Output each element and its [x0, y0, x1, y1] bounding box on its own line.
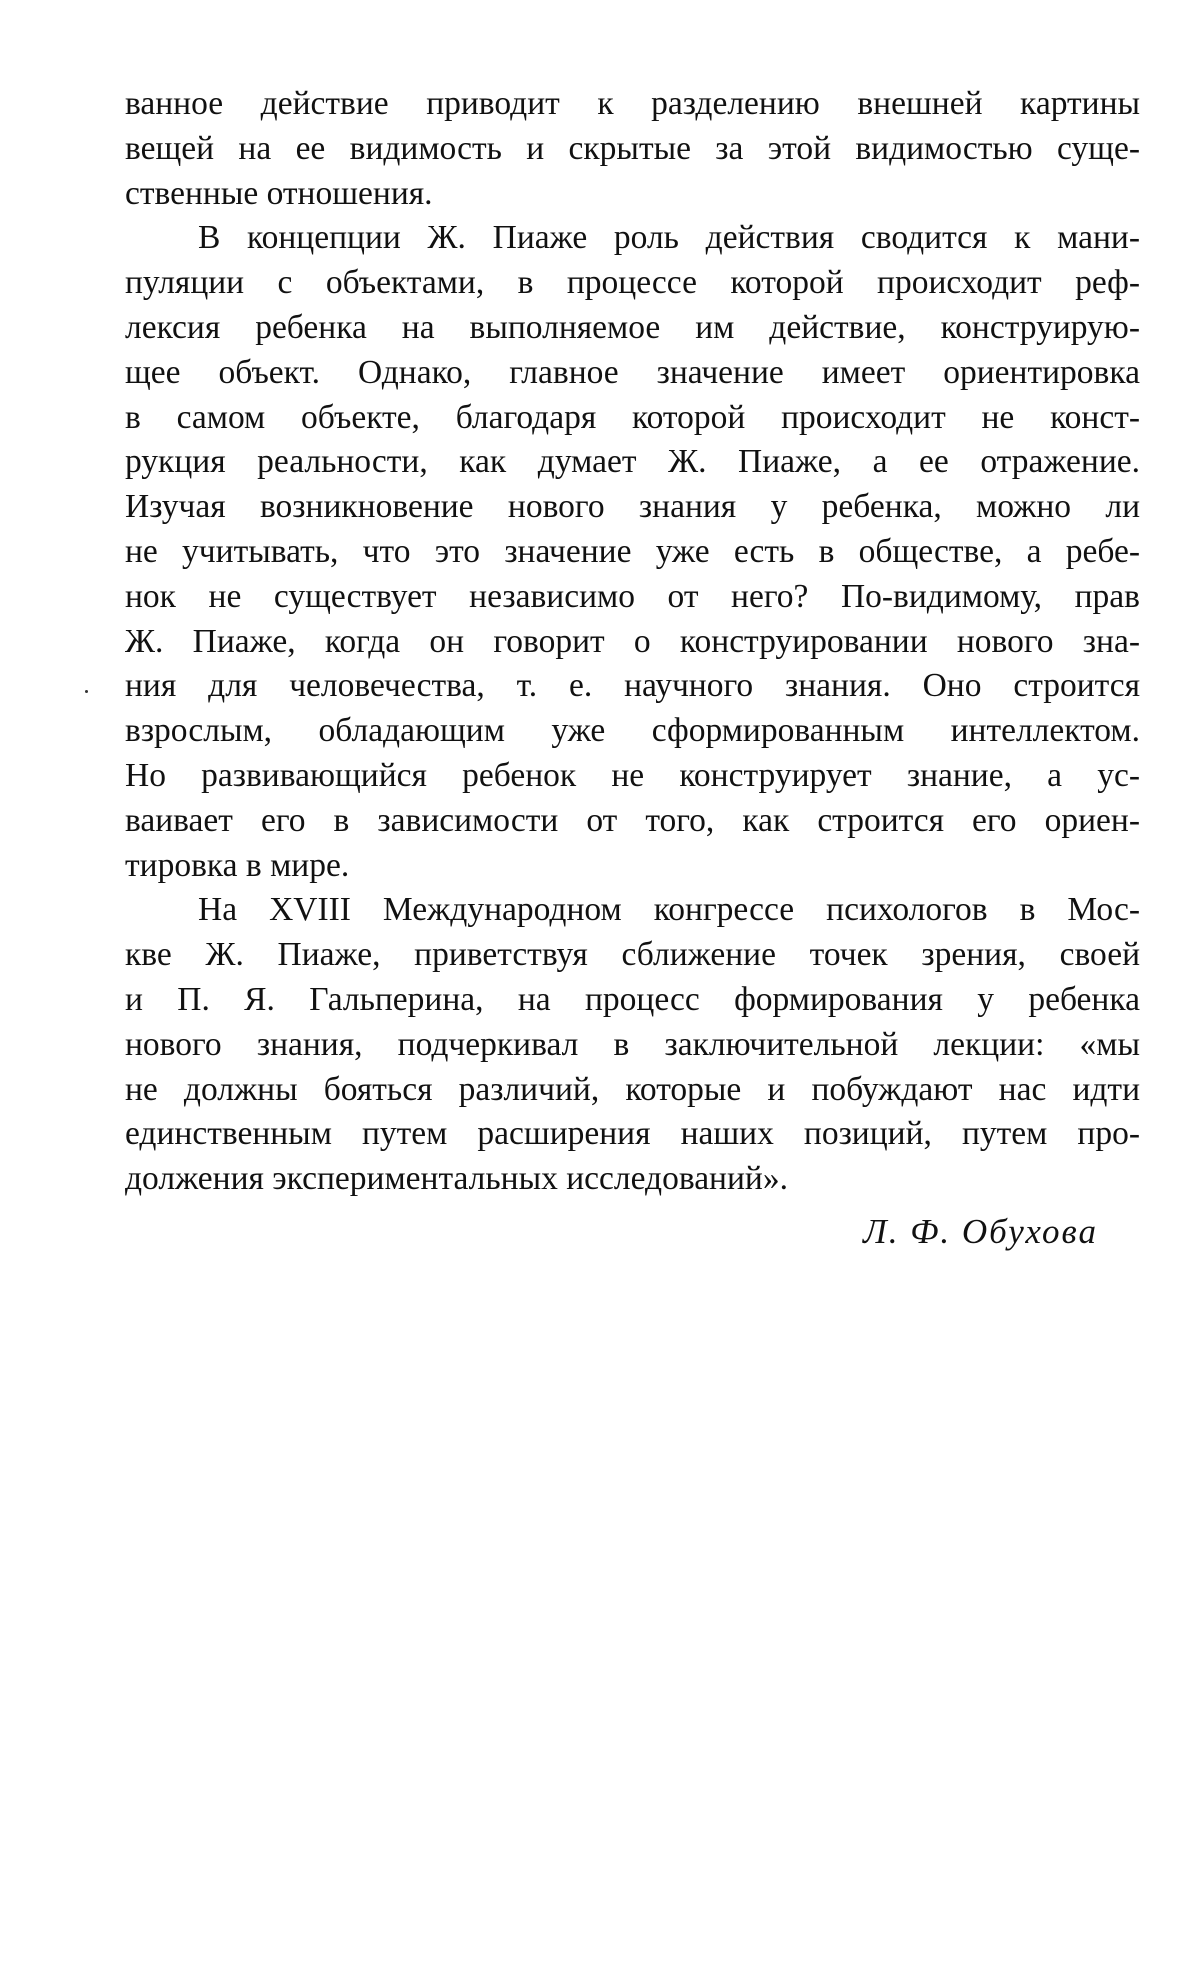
text-line: ваивает его в зависимости от того, как строится его ориен-	[125, 801, 1140, 839]
text-body	[125, 82, 1140, 1202]
text-line: рукция реальности, как думает Ж. Пиаже, а ее отражение.	[125, 443, 1140, 481]
text-line: В концепции Ж. Пиаже роль действия сводится к мани-	[198, 219, 1140, 257]
text-line: в самом объекте, благодаря которой происходит не конст-	[125, 398, 1140, 436]
text-line: Ж. Пиаже, когда он говорит о конструировании нового зна-	[125, 622, 1140, 660]
author-signature: Л. Ф. Обухова	[863, 1211, 1098, 1251]
text-line: вещей на ее видимость и скрытые за этой видимостью суще-	[125, 129, 1140, 167]
text-line: взрослым, обладающим уже сформированным интеллектом.	[125, 712, 1140, 750]
text-line: должения экспериментальных исследований».	[125, 1160, 788, 1198]
text-line: ния для человечества, т. е. научного знания. Оно строится	[125, 667, 1140, 705]
text-line: тировка в мире.	[125, 846, 350, 884]
text-line: ванное действие приводит к разделению внешней картины	[125, 85, 1140, 122]
text-line: нок не существует независимо от него? По-видимому, прав	[125, 577, 1140, 615]
paragraph-p3	[125, 888, 1140, 1202]
text-line: щее объект. Однако, главное значение имеет ориентировка	[125, 353, 1140, 391]
text-line: На XVIII Международном конгрессе психологов в Мос-	[198, 891, 1140, 929]
text-line: нового знания, подчеркивал в заключительной лекции: «мы	[125, 1025, 1140, 1063]
text-line: Но развивающийся ребенок не конструирует знание, а ус-	[125, 756, 1140, 794]
text-line: не должны бояться различий, которые и побуждают нас идти	[125, 1070, 1140, 1108]
text-line: Изучая возникновение нового знания у ребенка, можно ли	[125, 488, 1140, 526]
text-line: лексия ребенка на выполняемое им действие, конструирую-	[125, 308, 1140, 346]
text-line: и П. Я. Гальперина, на процесс формирования у ребенка	[125, 980, 1140, 1018]
paragraph-p1-continued	[125, 82, 1140, 216]
scan-speck	[85, 690, 88, 693]
text-line: ственные отношения.	[125, 174, 433, 212]
page-text	[125, 82, 1140, 1256]
text-line: не учитывать, что это значение уже есть в обществе, а ребе-	[125, 532, 1140, 570]
text-line: единственным путем расширения наших позиций, путем про-	[125, 1115, 1140, 1153]
text-line: пуляции с объектами, в процессе которой происходит реф-	[125, 264, 1140, 302]
paragraph-p2	[125, 216, 1140, 888]
text-line: кве Ж. Пиаже, приветствуя сближение точек зрения, своей	[125, 936, 1140, 974]
